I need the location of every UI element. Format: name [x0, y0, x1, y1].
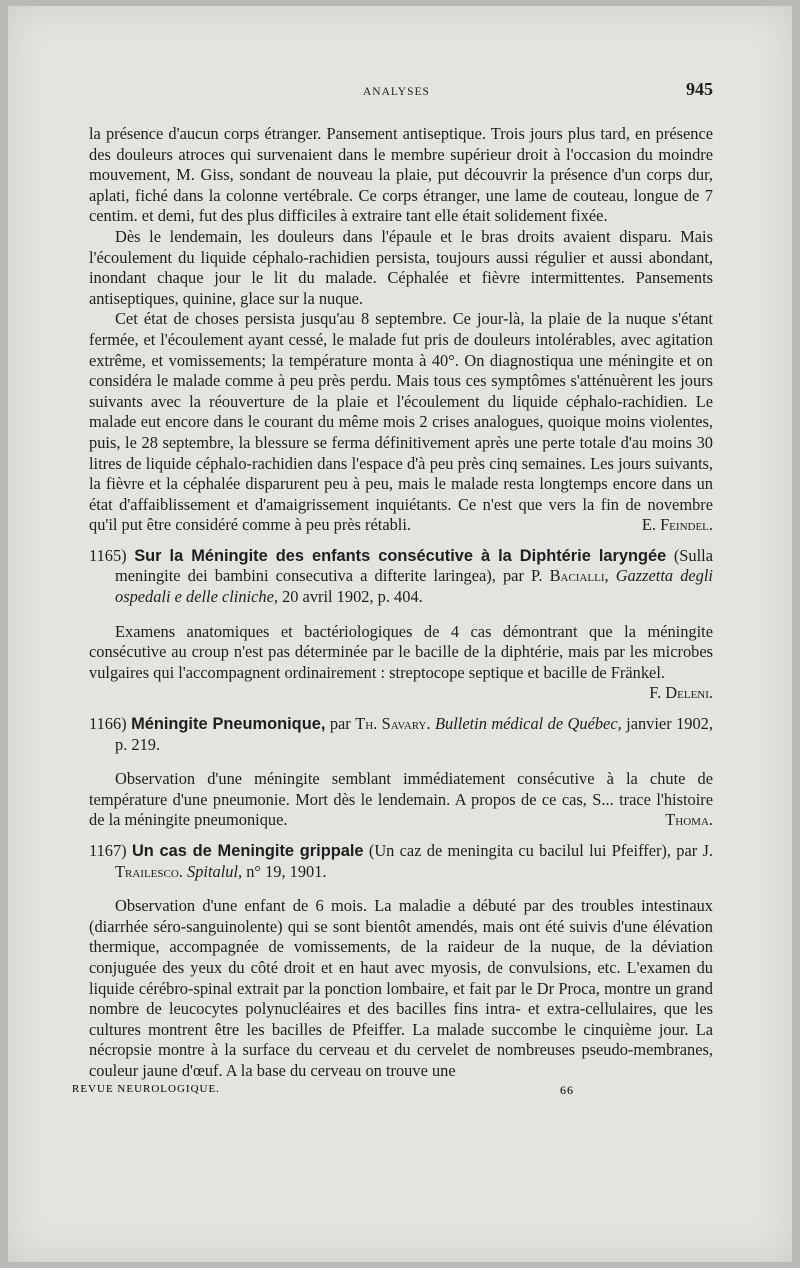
intro-paragraph-2: Dès le lendemain, les douleurs dans l'épaule et le bras droits avaient disparu. Mais l'écoulement du liquide céphalo-rachidien persista, toujours aussi régulier et aussi abondant, inondant chaque jour le lit du malade. Céphalée et fièvre intermittentes. Pansements antiseptiques, quinine, glace sur la nuque. [89, 226, 713, 308]
entry-subtitle: (Un caz de meningita cu bacilul lui Pfeiffer), par J. [368, 841, 713, 860]
entry-1166-heading [89, 714, 713, 755]
entry-number: 1165) [89, 545, 127, 565]
abstract-text: Observation d'une méningite semblant immédiatement consécutive à la chute de température d'une pneumonie. Mort dès le lendemain. A propos de ce cas, S... trace l'histoire de la méningite pneumonique. [89, 769, 713, 830]
author-name: Bacialli, [549, 566, 609, 586]
entry-title: Méningite Pneumonique, [131, 715, 326, 734]
page-number: 945 [686, 79, 713, 99]
entry-1167-heading [89, 841, 713, 882]
publication-date: 20 avril 1902, p. 404. [282, 587, 423, 607]
entry-1166-abstract [89, 769, 713, 831]
author-name: Trailesco. [115, 861, 183, 881]
signature-mark: 66 [560, 1083, 574, 1097]
signature-feindel: E. Feindel. [641, 515, 713, 535]
signature-deleni: F. Deleni. [649, 683, 713, 703]
intro-paragraph-1: la présence d'aucun corps étranger. Pansement antiseptique. Trois jours plus tard, en présence des douleurs atroces qui survenaient dans le membre supérieur droit à l'occasion du moindre mouvement, M. Giss, sondant de nouveau la plaie, put découvrir la présence d'un corps dur, aplati, fiché dans la colonne vertébrale. Ce corps étranger, une lame de couteau, longue de 7 centim. et demi, fut des plus difficiles à extraire tant elle était solidement fixée. [89, 124, 713, 226]
footer-journal-name: REVUE NEUROLOGIQUE. [72, 1083, 220, 1095]
author-initial: P. [531, 566, 543, 586]
entry-number: 1167) [89, 841, 127, 860]
book-page [8, 6, 792, 1262]
entry-1167-abstract: Observation d'une enfant de 6 mois. La maladie a débuté par des troubles intestinaux (diarrhée séro-sanguinolente) qui se sont bientôt amendés, mais ont été suivis d'une élévation thermique, accompagnée de vomissements, de la raideur de la nuque, de la déviation conjuguée des yeux du côté droit et en haut avec myosis, de convulsions, etc. L'examen du liquide cérébro-spinal extrait par la ponction lombaire, et fait par le Dr Proca, montre un grand nombre de leucocytes polynucléaires et des bacilles fins intra- et extra-cellulaires, que les cultures montrent être les bacilles de Pfeiffer. La malade succombe le cinquième jour. La nécropsie montre à la surface du cerveau et du cervelet de nombreuses pseudo-membranes, couleur jaune d'œuf. A la base du cerveau on trouve une [89, 896, 713, 1080]
journal-name: Gazzetta degli ospedali e delle cliniche, [115, 566, 713, 607]
intro-paragraph-3 [89, 309, 713, 536]
page-footer [8, 1083, 792, 1099]
abstract-text: Examens anatomiques et bactériologiques de 4 cas démontrant que la méningite consécutive au croup n'est pas déterminée par le bacille de la diphtérie, mais par les microbes vulgaires qui l'accompagnent ordinairement : streptocope septique et bacille de Fränkel. [89, 621, 713, 682]
entry-number: 1166) [89, 714, 127, 734]
publication-date: n° 19, 1901. [246, 861, 327, 881]
page-header [89, 79, 713, 112]
entry-title: Un cas de Meningite grippale [131, 842, 364, 860]
entry-title: Sur la Méningite des enfants consécutive à la Diphtérie laryngée [134, 546, 667, 565]
entry-1165-heading [89, 546, 713, 608]
running-title: ANALYSES [363, 86, 430, 98]
author-prefix: par [329, 714, 351, 734]
journal-name: Bulletin médical de Québec, [435, 714, 622, 734]
author-name: Th. Savary. [355, 714, 431, 734]
journal-name: Spitalul, [187, 861, 243, 881]
entry-1165-abstract [89, 622, 713, 704]
signature-thoma: Thoma. [665, 810, 713, 830]
publication-date: janvier 1902, p. 219. [115, 714, 713, 754]
entry-subtitle: (Sulla meningite dei bambini consecutiva a difterite laringea), par [115, 545, 713, 586]
intro-paragraph-3-text: Cet état de choses persista jusqu'au 8 septembre. Ce jour-là, la plaie de la nuque s'étant fermée, et l'écoulement ayant cessé, le malade fut pris de douleurs intolérables, avec agitation extrême, et vomissements; la température monta à 40°. On diagnostiqua une méningite et on considéra le malade comme à peu près perdu. Mais tous ces symptômes s'atténuèrent les jours suivants avec la réouverture de la plaie et l'écoulement du liquide céphalo-rachidien. Le malade eut encore dans le courant du même mois 2 crises analogues, quoique moins violentes, puis, le 28 septembre, la blessure se ferma définitivement après une perte totale d'au moins 30 litres de liquide céphalo-rachidien dans l'espace d'à peu près cinq semaines. Les jours suivants, la fièvre et la céphalée disparurent peu à peu, mais le malade resta longtemps encore dans un état d'affaiblissement et d'amaigrissement inquiétants. Ce n'est que vers la fin de novembre qu'il put être considéré comme à peu près rétabli. [89, 309, 713, 535]
page-content [89, 79, 713, 1082]
